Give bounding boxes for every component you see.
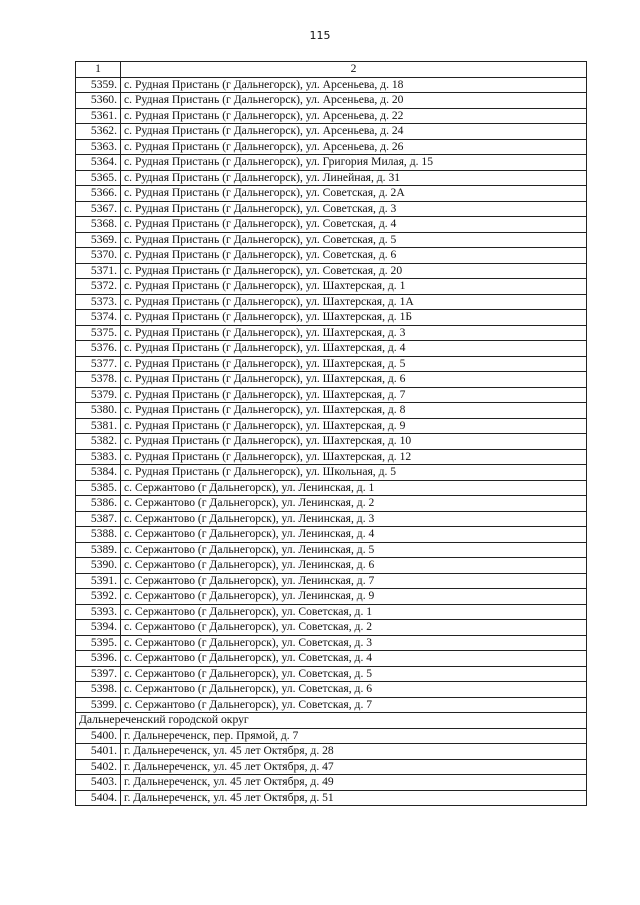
row-address: с. Рудная Пристань (г Дальнегорск), ул. Советская, д. 20 [121, 263, 587, 279]
section-header-row [76, 713, 587, 729]
row-address: г. Дальнереченск, ул. 45 лет Октября, д. 51 [121, 790, 587, 806]
row-address: с. Рудная Пристань (г Дальнегорск), ул. Школьная, д. 5 [121, 465, 587, 481]
table-row [76, 775, 587, 791]
row-number: 5377. [76, 356, 121, 372]
row-number: 5389. [76, 542, 121, 558]
row-address: с. Сержантово (г Дальнегорск), ул. Советская, д. 5 [121, 666, 587, 682]
row-address: с. Рудная Пристань (г Дальнегорск), ул. Шахтерская, д. 1 [121, 279, 587, 295]
table-row [76, 263, 587, 279]
row-address: с. Рудная Пристань (г Дальнегорск), ул. Советская, д. 3 [121, 201, 587, 217]
table-row [76, 170, 587, 186]
row-address: с. Рудная Пристань (г Дальнегорск), ул. Шахтерская, д. 1Б [121, 310, 587, 326]
row-number: 5375. [76, 325, 121, 341]
table-row [76, 310, 587, 326]
row-number: 5386. [76, 496, 121, 512]
row-number: 5372. [76, 279, 121, 295]
row-address: с. Сержантово (г Дальнегорск), ул. Ленинская, д. 6 [121, 558, 587, 574]
row-address: с. Сержантово (г Дальнегорск), ул. Ленинская, д. 9 [121, 589, 587, 605]
row-address: с. Рудная Пристань (г Дальнегорск), ул. Советская, д. 2А [121, 186, 587, 202]
row-address: с. Рудная Пристань (г Дальнегорск), ул. Шахтерская, д. 6 [121, 372, 587, 388]
table-body [76, 77, 587, 806]
table-row [76, 434, 587, 450]
row-address: с. Сержантово (г Дальнегорск), ул. Ленинская, д. 2 [121, 496, 587, 512]
table-row [76, 77, 587, 93]
row-address: с. Рудная Пристань (г Дальнегорск), ул. Шахтерская, д. 8 [121, 403, 587, 419]
row-address: с. Сержантово (г Дальнегорск), ул. Ленинская, д. 7 [121, 573, 587, 589]
row-address: с. Рудная Пристань (г Дальнегорск), ул. Арсеньева, д. 20 [121, 93, 587, 109]
column-header-number: 1 [76, 62, 121, 78]
row-number: 5365. [76, 170, 121, 186]
table-row [76, 589, 587, 605]
table-row [76, 697, 587, 713]
table-row [76, 527, 587, 543]
row-address: с. Рудная Пристань (г Дальнегорск), ул. Арсеньева, д. 18 [121, 77, 587, 93]
row-address: с. Сержантово (г Дальнегорск), ул. Ленинская, д. 3 [121, 511, 587, 527]
row-address: с. Рудная Пристань (г Дальнегорск), ул. Советская, д. 5 [121, 232, 587, 248]
row-number: 5381. [76, 418, 121, 434]
table-row [76, 418, 587, 434]
table-row [76, 108, 587, 124]
row-address: с. Рудная Пристань (г Дальнегорск), ул. Шахтерская, д. 5 [121, 356, 587, 372]
table-row [76, 682, 587, 698]
row-address: с. Рудная Пристань (г Дальнегорск), ул. Шахтерская, д. 10 [121, 434, 587, 450]
table-row [76, 341, 587, 357]
row-number: 5360. [76, 93, 121, 109]
row-address: с. Сержантово (г Дальнегорск), ул. Советская, д. 2 [121, 620, 587, 636]
table-row [76, 744, 587, 760]
table-row [76, 139, 587, 155]
row-number: 5392. [76, 589, 121, 605]
table-row [76, 480, 587, 496]
table-row [76, 155, 587, 171]
row-number: 5368. [76, 217, 121, 233]
row-address: с. Рудная Пристань (г Дальнегорск), ул. Советская, д. 6 [121, 248, 587, 264]
table-row [76, 604, 587, 620]
row-number: 5394. [76, 620, 121, 636]
row-number: 5400. [76, 728, 121, 744]
row-number: 5380. [76, 403, 121, 419]
row-number: 5364. [76, 155, 121, 171]
table-row [76, 542, 587, 558]
row-address: с. Сержантово (г Дальнегорск), ул. Ленинская, д. 1 [121, 480, 587, 496]
table-row [76, 232, 587, 248]
row-address: с. Сержантово (г Дальнегорск), ул. Ленинская, д. 5 [121, 542, 587, 558]
table-row [76, 620, 587, 636]
table-row [76, 294, 587, 310]
row-number: 5385. [76, 480, 121, 496]
row-number: 5362. [76, 124, 121, 140]
table-row [76, 790, 587, 806]
row-address: с. Рудная Пристань (г Дальнегорск), ул. Арсеньева, д. 24 [121, 124, 587, 140]
row-number: 5387. [76, 511, 121, 527]
row-number: 5373. [76, 294, 121, 310]
table-row [76, 496, 587, 512]
table-row [76, 573, 587, 589]
row-number: 5388. [76, 527, 121, 543]
table-row [76, 325, 587, 341]
row-address: с. Рудная Пристань (г Дальнегорск), ул. Григория Милая, д. 15 [121, 155, 587, 171]
row-number: 5399. [76, 697, 121, 713]
row-address: г. Дальнереченск, ул. 45 лет Октября, д. 28 [121, 744, 587, 760]
row-number: 5366. [76, 186, 121, 202]
row-address: с. Сержантово (г Дальнегорск), ул. Советская, д. 1 [121, 604, 587, 620]
row-address: с. Рудная Пристань (г Дальнегорск), ул. Шахтерская, д. 7 [121, 387, 587, 403]
table-row [76, 124, 587, 140]
row-address: с. Рудная Пристань (г Дальнегорск), ул. Арсеньева, д. 26 [121, 139, 587, 155]
table-row [76, 201, 587, 217]
row-address: с. Рудная Пристань (г Дальнегорск), ул. Шахтерская, д. 4 [121, 341, 587, 357]
table-row [76, 558, 587, 574]
row-address: г. Дальнереченск, пер. Прямой, д. 7 [121, 728, 587, 744]
row-number: 5371. [76, 263, 121, 279]
table-row [76, 449, 587, 465]
row-address: с. Сержантово (г Дальнегорск), ул. Советская, д. 7 [121, 697, 587, 713]
row-address: с. Рудная Пристань (г Дальнегорск), ул. Шахтерская, д. 3 [121, 325, 587, 341]
row-address: с. Сержантово (г Дальнегорск), ул. Советская, д. 6 [121, 682, 587, 698]
row-number: 5383. [76, 449, 121, 465]
row-number: 5363. [76, 139, 121, 155]
row-number: 5367. [76, 201, 121, 217]
row-number: 5374. [76, 310, 121, 326]
page-number: 115 [309, 29, 331, 42]
row-address: с. Рудная Пристань (г Дальнегорск), ул. Арсеньева, д. 22 [121, 108, 587, 124]
row-number: 5398. [76, 682, 121, 698]
row-number: 5391. [76, 573, 121, 589]
table-row [76, 387, 587, 403]
table-header-row [76, 62, 587, 78]
row-address: с. Рудная Пристань (г Дальнегорск), ул. Шахтерская, д. 1А [121, 294, 587, 310]
column-header-address: 2 [121, 62, 587, 78]
table-row [76, 372, 587, 388]
row-number: 5404. [76, 790, 121, 806]
row-number: 5397. [76, 666, 121, 682]
table-row [76, 666, 587, 682]
row-address: с. Рудная Пристань (г Дальнегорск), ул. Шахтерская, д. 12 [121, 449, 587, 465]
row-number: 5395. [76, 635, 121, 651]
row-address: с. Рудная Пристань (г Дальнегорск), ул. Шахтерская, д. 9 [121, 418, 587, 434]
table-row [76, 759, 587, 775]
table-row [76, 356, 587, 372]
row-address: г. Дальнереченск, ул. 45 лет Октября, д. 49 [121, 775, 587, 791]
row-address: с. Сержантово (г Дальнегорск), ул. Советская, д. 4 [121, 651, 587, 667]
table-row [76, 279, 587, 295]
row-address: г. Дальнереченск, ул. 45 лет Октября, д. 47 [121, 759, 587, 775]
row-number: 5370. [76, 248, 121, 264]
row-number: 5359. [76, 77, 121, 93]
row-number: 5382. [76, 434, 121, 450]
table-row [76, 248, 587, 264]
row-number: 5369. [76, 232, 121, 248]
table-row [76, 93, 587, 109]
row-number: 5402. [76, 759, 121, 775]
row-number: 5361. [76, 108, 121, 124]
table-row [76, 186, 587, 202]
row-address: с. Сержантово (г Дальнегорск), ул. Ленинская, д. 4 [121, 527, 587, 543]
table-row [76, 465, 587, 481]
row-number: 5401. [76, 744, 121, 760]
table-row [76, 403, 587, 419]
table-row [76, 217, 587, 233]
section-title: Дальнереченский городской округ [76, 713, 587, 729]
table-row [76, 728, 587, 744]
row-address: с. Сержантово (г Дальнегорск), ул. Советская, д. 3 [121, 635, 587, 651]
row-number: 5379. [76, 387, 121, 403]
row-number: 5396. [76, 651, 121, 667]
row-number: 5403. [76, 775, 121, 791]
table-row [76, 511, 587, 527]
row-address: с. Рудная Пристань (г Дальнегорск), ул. Линейная, д. 31 [121, 170, 587, 186]
row-address: с. Рудная Пристань (г Дальнегорск), ул. Советская, д. 4 [121, 217, 587, 233]
row-number: 5384. [76, 465, 121, 481]
row-number: 5378. [76, 372, 121, 388]
row-number: 5390. [76, 558, 121, 574]
address-table [75, 61, 587, 806]
row-number: 5393. [76, 604, 121, 620]
table-row [76, 635, 587, 651]
table-row [76, 651, 587, 667]
row-number: 5376. [76, 341, 121, 357]
